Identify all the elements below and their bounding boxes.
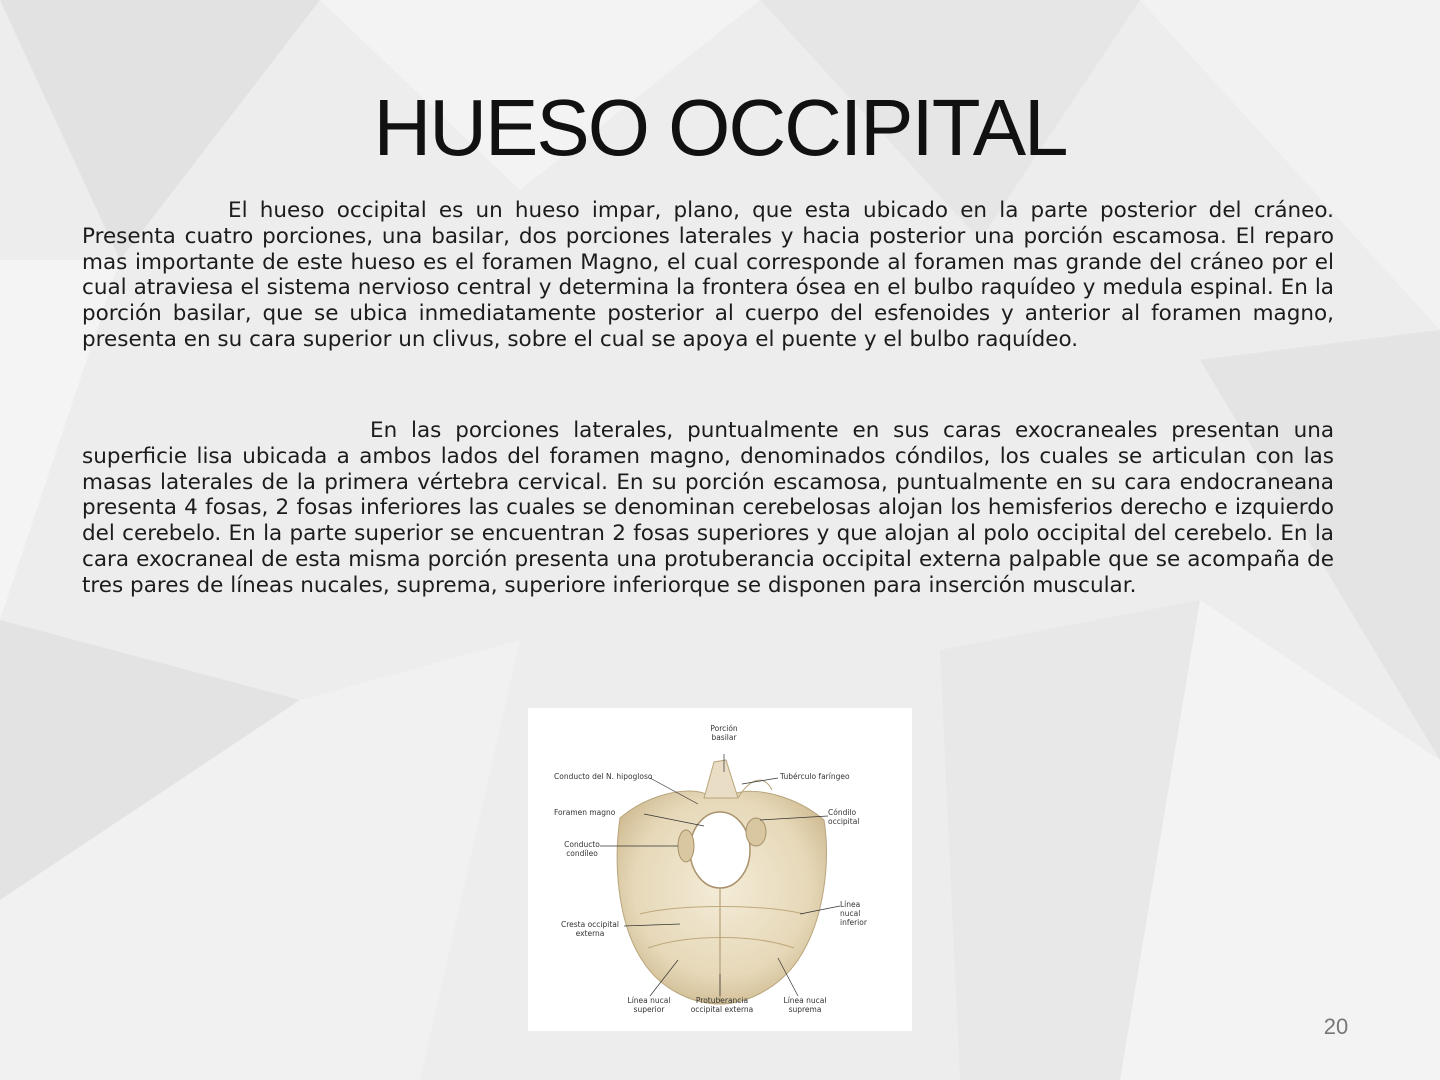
label-linea-nucal-suprema: Línea nucal suprema — [783, 996, 827, 1014]
label-condilo-occipital: Cóndilo occipital — [828, 808, 860, 826]
occipital-bone-illustration — [528, 708, 912, 1031]
label-foramen-magno: Foramen magno — [554, 808, 616, 817]
label-conducto-condileo: Conducto condíleo — [564, 840, 600, 858]
label-linea-nucal-superior: Línea nucal superior — [627, 996, 671, 1014]
paragraph-porciones: En las porciones laterales, puntualmente en sus caras exocraneales presentan una superficie lisa ubicada a ambos lados del foramen magno, denominados cóndilos, los cuales se articulan con las masas laterales de la primera vértebra cervical. En su porción escamosa, puntualmente en su cara endocraneana presenta 4 fosas, 2 fosas inferiores las cuales se denominan cerebelosas alojan los hemisferios derecho e izquierdo del cerebelo. En la parte superior se encuentran 2 fosas superiores y que alojan al polo occipital del cerebelo. En la cara exocraneal de esta misma porción presenta una protuberancia occipital externa palpable que se acompaña de tres pares de líneas nucales, suprema, superiore inferiorque se disponen para inserción muscular. — [82, 418, 1334, 598]
label-cresta-occipital-externa: Cresta occipital externa — [561, 920, 619, 938]
paragraph-intro: El hueso occipital es un hueso impar, plano, que esta ubicado en la parte posterior del cráneo. Presenta cuatro porciones, una basilar, dos porciones laterales y hacia posterior una porción escamosa. El reparo mas importante de este hueso es el foramen Magno, el cual corresponde al foramen mas grande del cráneo por el cual atraviesa el sistema nervioso central y determina la frontera ósea en el bulbo raquídeo y medula espinal. En la porción basilar, que se ubica inmediatamente posterior al cuerpo del esfenoides y anterior al foramen magno, presenta en su cara superior un clivus, sobre el cual se apoya el puente y el bulbo raquídeo. — [82, 198, 1334, 352]
condyle-right-shape — [746, 818, 766, 846]
label-conducto-hipogloso: Conducto del N. hipogloso — [554, 772, 653, 781]
occipital-bone-figure — [528, 708, 912, 1031]
slide-number: 20 — [1323, 1014, 1349, 1039]
basilar-shape — [704, 760, 738, 798]
label-protuberancia-occipital-externa: Protuberancia occipital externa — [690, 996, 754, 1014]
label-linea-nucal-inferior: Línea nucal inferior — [840, 900, 867, 927]
label-porcion-basilar: Porción basilar — [710, 724, 738, 742]
label-tuberculo-faringeo: Tubérculo faríngeo — [780, 772, 850, 781]
foramen-magno-shape — [690, 812, 750, 888]
slide-title: HUESO OCCIPITAL — [373, 83, 1067, 172]
condyle-left-shape — [678, 830, 694, 862]
